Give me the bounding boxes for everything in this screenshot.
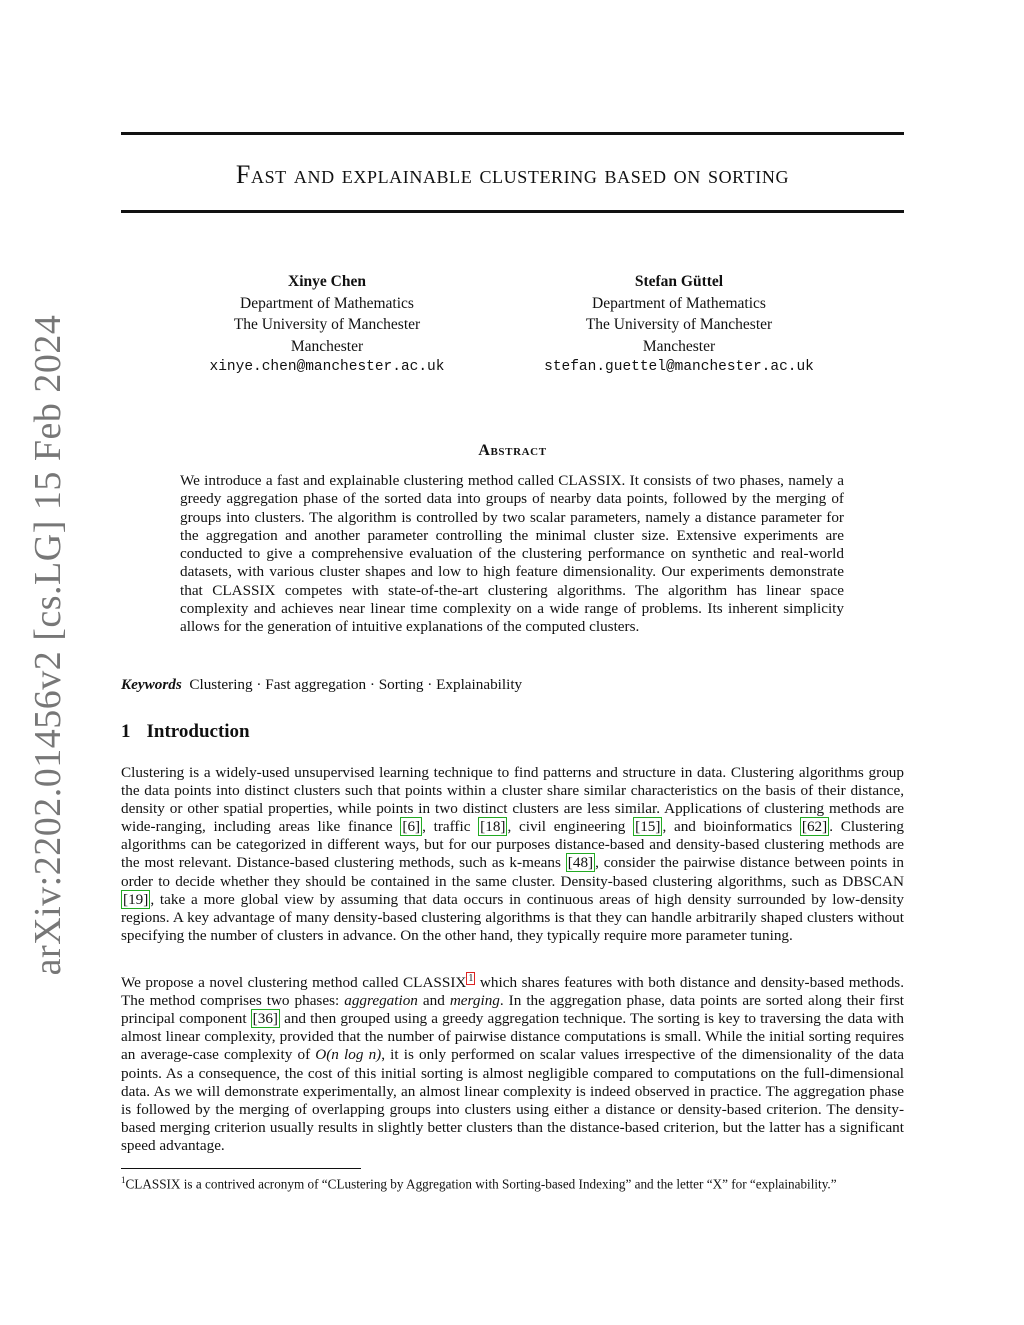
arxiv-identifier: arXiv:2202.01456v2 [cs.LG] 15 Feb 2024 bbox=[27, 314, 69, 976]
citation-link[interactable]: [19] bbox=[123, 890, 149, 908]
citation-link[interactable]: [6] bbox=[402, 818, 421, 836]
footnote-link[interactable]: 1 bbox=[468, 973, 474, 984]
intro-paragraph-2: We propose a novel clustering method called CLASSIX $^1$ which shares features with both distance and density-based methods. The method comprises two phases: aggregation and merging. In the aggregation phase, data points are sorted along their first principal component [36] and then grouped using a greedy aggregation technique. The sorting is key to traversing the data with almost linear complexity, provided that the number of pairwise distance computations is small. While the initial sorting requires an average-case complexity of O(n log n), it is only performed on scalar values irrespective of the dimensionality of the data points. As a consequence, the cost of this initial sorting is almost negligible compared to computations on the full-dimensional data. As we will demonstrate experimentally, an almost linear complexity is indeed observed in practice. The aggregation phase is followed by the merging of overlapping groups into clusters using either a distance or density-based criterion. The density-based merging criterion usually results in slightly better clusters than the distance-based criterion, but the latter has a significant speed advantage. bbox=[121, 973, 905, 1154]
author-university: The University of Manchester bbox=[233, 316, 421, 334]
citation-link[interactable]: [62] bbox=[801, 818, 828, 836]
author-email[interactable]: stefan.guettel@manchester.ac.uk bbox=[544, 359, 814, 376]
title-rule-bottom bbox=[121, 210, 904, 213]
citation-link[interactable]: [48] bbox=[567, 854, 594, 872]
author-email[interactable]: xinye.chen@manchester.ac.uk bbox=[209, 359, 445, 376]
keywords-list: Clustering · Fast aggregation · Sorting · Explainability bbox=[189, 676, 523, 693]
title-rule-top bbox=[121, 132, 904, 135]
author-department: Department of Mathematics bbox=[240, 294, 414, 312]
author-name: Stefan Güttel bbox=[634, 273, 724, 290]
citation-link[interactable]: [15] bbox=[635, 818, 661, 836]
math-expression: O(n log n) bbox=[315, 1046, 382, 1064]
keywords-label: Keywords bbox=[121, 676, 182, 693]
author-block bbox=[167, 271, 487, 379]
citation-link[interactable]: [36] bbox=[252, 1010, 278, 1028]
author-block bbox=[519, 271, 839, 379]
author-university: The University of Manchester bbox=[585, 316, 773, 334]
author-city: Manchester bbox=[290, 337, 364, 355]
keywords bbox=[121, 676, 522, 694]
paper-title: Fast and explainable clustering based on sorting bbox=[235, 160, 790, 189]
author-department: Department of Mathematics bbox=[592, 294, 766, 312]
footnote-text: CLASSIX is a contrived acronym of “CLustering by Aggregation with Sorting-based Indexing” and the letter “X” for “explainability.” bbox=[125, 1176, 837, 1192]
author-name: Xinye Chen bbox=[288, 273, 366, 290]
section-heading bbox=[121, 721, 250, 743]
abstract-heading: Abstract bbox=[478, 442, 547, 459]
author-city: Manchester bbox=[642, 337, 716, 355]
footnote bbox=[121, 1172, 904, 1192]
citation-link[interactable]: [18] bbox=[480, 818, 506, 836]
abstract-text: We introduce a fast and explainable clustering method called CLASSIX. It consists of two phases, namely a greedy aggregation phase of the sorted data into groups of nearby data points, followed by the merging of groups into clusters. The algorithm is controlled by two scalar parameters, namely a distance parameter for the aggregation and another parameter controlling the minimal cluster size. Extensive experiments are conducted to give a comprehensive evaluation of the clustering performance on synthetic and real-world datasets, with various cluster shapes and low to high feature dimensionality. Our experiments demonstrate that CLASSIX competes with state-of-the-art clustering algorithms. The algorithm has linear space complexity and achieves near linear time complexity on a wide range of problems. Its inherent simplicity allows for the generation of intuitive explanations of the computed clusters. bbox=[180, 472, 844, 636]
footnote-rule bbox=[121, 1168, 361, 1169]
intro-paragraph-1: Clustering is a widely-used unsupervised learning technique to find patterns and structure in data. Clustering algorithms group the data points into distinct clusters such that points within a cluster share similar characteristics on the basis of their distance, density or other spatial properties, while points in two distinct clusters are less similar. Applications of clustering methods are wide-ranging, including areas like finance [6] , traffic [18] , civil engineering [15] , and bioinformatics [62] . Clustering algorithms can be categorized in different ways, but for our purposes distance-based and density-based clustering methods are the most relevant. Distance-based clustering methods, such as k-means [48] , consider the pairwise distance between points in order to decide whether they should be contained in the same cluster. Density-based clustering algorithms, such as DBSCAN [19] , take a more global view by assuming that data occurs in continuous areas of high density surrounded by low-density regions. A key advantage of many density-based clustering algorithms is that they can handle arbitrarily shaped clusters without specifying the number of clusters in advance. On the other hand, they typically require more parameter tuning. bbox=[121, 764, 904, 944]
section-number: 1 bbox=[121, 721, 131, 742]
section-title: Introduction bbox=[146, 721, 250, 742]
footnote-mark: 1 bbox=[121, 1175, 126, 1185]
